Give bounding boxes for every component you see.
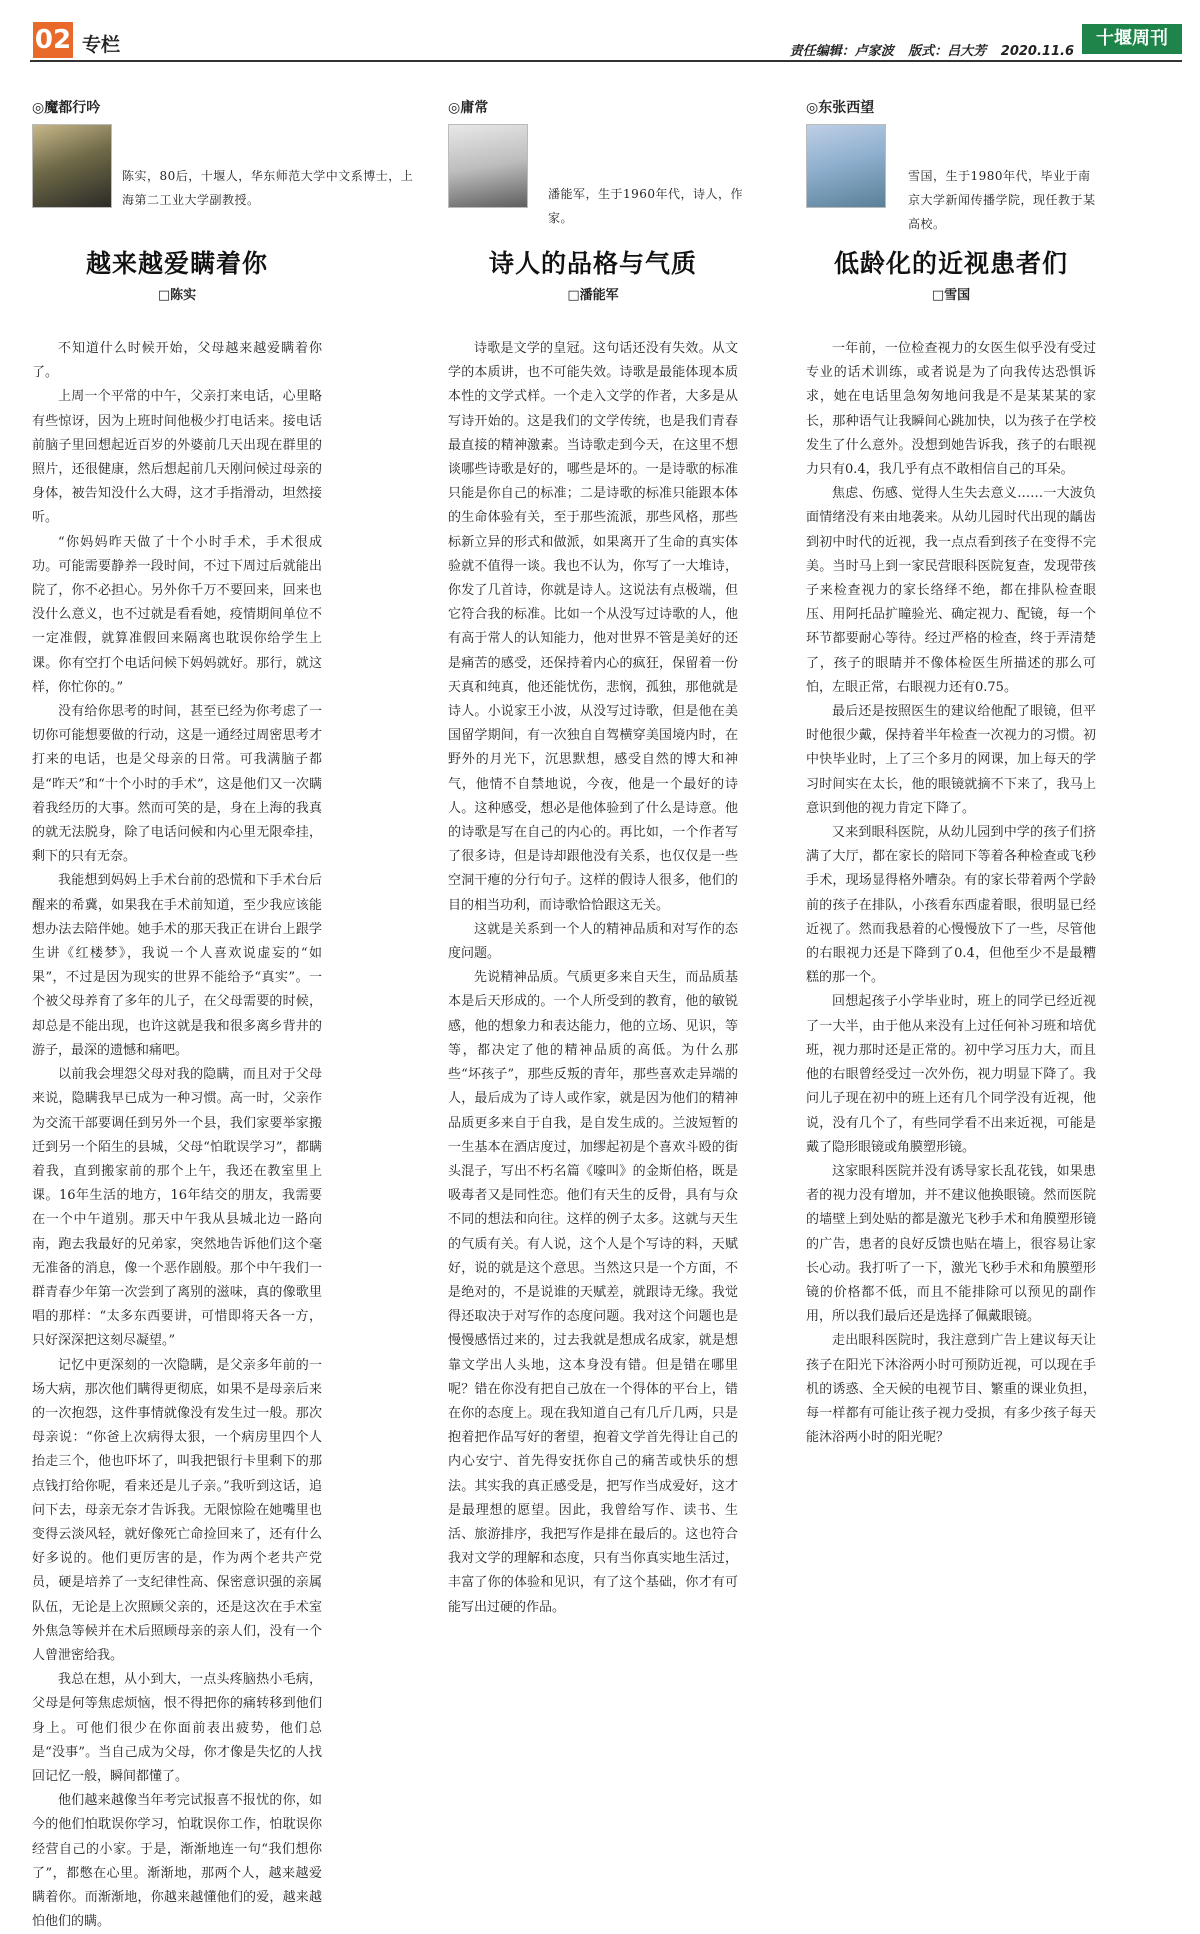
- paragraph: 没有给你思考的时间，甚至已经为你考虑了一切你可能想要做的行动，这是一通经过周密思考才打来的电话，也是父母亲的日常。可我满脑子都是“昨天”和“十个小时的手术”，这是他们又一次瞒着我经历的大事。然而可笑的是，身在上海的我真的就无法脱身，除了电话问候和内心里无限牵挂，剩下的只有无奈。: [32, 704, 322, 865]
- section-label: 专栏: [82, 34, 121, 56]
- paragraph: 我能想到妈妈上手术台前的恐慌和下手术台后醒来的希冀，如果我在手术前知道，至少我应该能想办法去陪伴她。她手术的那天我正在讲台上跟学生讲《红楼梦》，我说一个人喜欢说虚妄的“如果”，不过是因为现实的世界不能给予“真实”。一个被父母养育了多年的儿子，在父母需要的时候，却总是不能出现，也许这就是我和很多离乡背井的游子，最深的遗憾和痛吧。: [32, 873, 322, 1058]
- article-title: 越来越爱瞒着你: [85, 249, 268, 278]
- author-photo: [448, 124, 528, 208]
- paragraph: 又来到眼科医院，从幼儿园到中学的孩子们挤满了大厅，都在家长的陪同下等着各种检查或飞秒手术，现场显得格外嘈杂。有的家长带着两个学龄前的孩子在排队，小孩看东西虚着眼，很明显已经近视了。然而我悬着的心慢慢放下了一些，尽管他的右眼视力还是下降到了0.4，但他至少不是最糟糕的那一个。: [806, 825, 1096, 986]
- header-meta: [780, 40, 1074, 59]
- column-3: [806, 98, 1096, 1450]
- paragraph: 以前我会埋怨父母对我的隐瞒，而且对于父母来说，隐瞒我早已成为一种习惯。高一时，父亲作为交流干部要调任到另外一个县，我们家要举家搬迁到另一个陌生的县城，父母“怕耽误学习”，都瞒着我，直到搬家前的那个上午，我还在教室里上课。16年生活的地方，16年结交的朋友，我需要在一个中午道别。那天中午我从县城北边一路向南，跑去我最好的兄弟家，突然地告诉他们这个毫无准备的消息，像一个恶作剧般。那个中午我们一群青春少年第一次尝到了离别的滋味，真的像歌里唱的那样：“太多东西要讲，可惜即将天各一方，只好深深把这刻尽凝望。”: [32, 1067, 322, 1349]
- paragraph: 记忆中更深刻的一次隐瞒，是父亲多年前的一场大病，那次他们瞒得更彻底，如果不是母亲后来的一次抱怨，这件事情就像没有发生过一般。那次母亲说：“你爸上次病得太狠，一个病房里四个人抬走三个，他也吓坏了，叫我把银行卡里剩下的那点钱打给你呢，看来还是儿子亲。”我听到这话，追问下去，母亲无奈才告诉我。无限惊险在她嘴里也变得云淡风轻，就好像死亡命捡回来了，还有什么好多说的。他们更厉害的是，作为两个老共产党员，硬是培养了一支纪律性高、保密意识强的亲属队伍，无论是上次照顾父亲的，还是这次在手术室外焦急等候并在术后照顾母亲的亲人们，没有一个人曾泄密给我。: [32, 1357, 322, 1663]
- author-photo: [32, 124, 112, 208]
- column-name: ◎东张西望: [806, 100, 875, 116]
- author-photo: [806, 124, 886, 208]
- paragraph: “你妈妈昨天做了十个小时手术，手术很成功。可能需要静养一段时间，不过下周过后就能出院了，你不必担心。另外你千万不要回来，回来也没什么意义，也不过就是看看她，疫情期间单位不一定准假，就算准假回来隔离也耽误你给学生上课。你有空打个电话问候下妈妈就好。那行，就这样，你忙你的。”: [32, 534, 322, 695]
- author-block: [32, 118, 414, 222]
- paragraph: 最后还是按照医生的建议给他配了眼镜，但平时他很少戴，保持着半年检查一次视力的习惯。初中快毕业时，上了三个多月的网课，加上每天的学习时间实在太长，他的眼镜就摘不下来了，我马上意识到他的视力肯定下降了。: [806, 704, 1096, 816]
- column-1: [32, 98, 414, 1934]
- paragraph: 这就是关系到一个人的精神品质和对写作的态度问题。: [448, 921, 738, 962]
- paragraph: 他们越来越像当年考完试报喜不报忧的你，如今的他们怕耽误你学习，怕耽误你工作，怕耽误你经营自己的小家。于是，渐渐地连一句“我们想你了”，都憋在心里。渐渐地，那两个人，越来越爱瞒着你。而渐渐地，你越来越懂他们的爱，越来越怕他们的瞒。: [32, 1793, 322, 1930]
- paragraph: 诗歌是文学的皇冠。这句话还没有失效。从文学的本质讲，也不可能失效。诗歌是最能体现本质本性的文学式样。一个走入文学的作者，大多是从写诗开始的。这是我们的文学传统，也是我们青春最直接的精神激素。当诗歌走到今天，在这里不想谈哪些诗歌是好的，哪些是坏的。一是诗歌的标准只能是你自己的标准；二是诗歌的标准只能跟本体的生命体验有关，至于那些流派，那些风格，那些标新立异的形式和做派，如果离开了生命的真实体验就不值得一谈。我也不认为，你写了一大堆诗，你发了几首诗，你就是诗人。这说法有点极端，但它符合我的标准。比如一个从没写过诗歌的人，他有高于常人的认知能力，他对世界不管是美好的还是痛苦的感受，还保持着内心的疯狂，保留着一份天真和纯真，他还能忧伤，悲悯，孤独，那他就是诗人。小说家王小波，从没写过诗歌，但是他在美国留学期间，有一次独自自驾横穿美国境内时，在野外的月光下，沉思默想，感受自然的博大和神气，他情不自禁地说，今夜，他是一个最好的诗人。这种感受，想必是他体验到了什么是诗意。他的诗歌是写在自己的内心的。再比如，一个作者写了很多诗，但是诗却跟他没有关系，也仅仅是一些空洞干瘪的分行句子。这样的假诗人很多，他们的目的相当功利，而诗歌恰恰跟这无关。: [448, 341, 738, 913]
- author-bio: 陈实，80后，十堰人，华东师范大学中文系博士，上海第二工业大学副教授。: [122, 169, 414, 207]
- article-byline: □雪国: [931, 288, 971, 303]
- editor-credit: 责任编辑：卢家波: [789, 44, 894, 59]
- author-block: [806, 118, 1096, 231]
- paragraph: 这家眼科医院并没有诱导家长乱花钱，如果患者的视力没有增加，并不建议他换眼镜。然而医院的墙壁上到处贴的都是激光飞秒手术和角膜塑形镜的广告，患者的良好反馈也贴在墙上，很容易让家长心动。我打听了一下，激光飞秒手术和角膜塑形镜的价格都不低，而且不能排除可以预见的副作用，所以我们最后还是选择了佩戴眼镜。: [806, 1163, 1096, 1325]
- paragraph: 走出眼科医院时，我注意到广告上建议每天让孩子在阳光下沐浴两小时可预防近视，可以现在手机的诱惑、全天候的电视节目、繁重的课业负担，每一样都有可能让孩子视力受损，有多少孩子每天能沐浴两小时的阳光呢？: [806, 1333, 1096, 1446]
- author-bio: 潘能军，生于1960年代，诗人，作家。: [548, 187, 744, 225]
- article-body: [32, 337, 322, 1934]
- paragraph: 一年前，一位检查视力的女医生似乎没有受过专业的话术训练，或者说是为了向我传达恐惧诉求，她在电话里急匆匆地问我是不是某某某的家长，那种语气让我瞬间心跳加快，以为孩子在学校发生了什么意外。没想到她告诉我，孩子的右眼视力只有0.4，我几乎有点不敢相信自己的耳朵。: [806, 341, 1096, 478]
- paragraph: 焦虑、伤感、觉得人生失去意义……一大波负面情绪没有来由地袭来。从幼儿园时代出现的龋齿到初中时代的近视，我一点点看到孩子在变得不完美。当时马上到一家民营眼科医院复查，发现带孩子来检查视力的家长络绎不绝，都在排队检查眼压、用阿托品扩瞳验光、确定视力、配镜，每一个环节都要耐心等待。经过严格的检查，终于弄清楚了，孩子的眼睛并不像体检医生所描述的那么可怕，左眼正常，右眼视力还有0.75。: [806, 486, 1096, 695]
- article-title: 低龄化的近视患者们: [833, 249, 1068, 278]
- layout-credit: 版式：吕大芳: [908, 44, 987, 59]
- paragraph: 先说精神品质。气质更多来自天生，而品质基本是后天形成的。一个人所受到的教育，他的敏锐感，他的想象力和表达能力，他的立场、见识，等等，都决定了他的精神品质的高低。为什么那些“坏孩子”，那些反叛的青年，那些喜欢走异端的人，最后成为了诗人或作家，就是因为他们的精神品质更多来自于自我，是自发生成的。兰波短暂的一生基本在酒店度过，加缪起初是个喜欢斗殴的街头混子，写出不朽名篇《嚎叫》的金斯伯格，既是吸毒者又是同性恋。他们有天生的反骨，具有与众不同的想法和向往。这样的例子太多。这就与天生的气质有关。有人说，这个人是个写诗的料，天赋好，说的就是这个意思。当然这只是一个方面，不是绝对的，不是说谁的天赋差，就跟诗无缘。我觉得还取决于对写作的态度问题。我对这个问题也是慢慢感悟过来的，过去我就是想成名成家，就是想靠文学出人头地，这本身没有错。但是错在哪里呢？错在你没有把自己放在一个得体的平台上，错在你的态度上。现在我知道自己有几斤几两，只是抱着把作品写好的奢望，抱着文学首先得让自己的内心安宁、首先得安抚你自己的痛苦或快乐的想法。其实我的真正感受是，把写作当成爱好，这才是最理想的愿望。因此，我曾给写作、读书、生活、旅游排序，我把写作是排在最后的。这也符合我对文学的理解和态度，只有当你真实地生活过，丰富了你的体验和见识，有了这个基础，你才有可能写出过硬的作品。: [448, 970, 738, 1615]
- article-byline: □陈实: [157, 288, 197, 303]
- paragraph: 不知道什么时候开始，父母越来越爱瞒着你了。: [32, 341, 322, 381]
- page-header: [0, 0, 1200, 62]
- paragraph: 上周一个平常的中午，父亲打来电话，心里略有些惊讶，因为上班时间他极少打电话来。接电话前脑子里回想起近百岁的外婆前几天出现在群里的照片，还很健康，然后想起前几天刚问候过母亲的身体，被告知没什么大碍，这才手指滑动，坦然接听。: [32, 389, 322, 526]
- author-bio: 雪国，生于1980年代，毕业于南京大学新闻传播学院，现任教于某高校。: [908, 169, 1096, 231]
- header-divider: [30, 60, 1182, 62]
- paragraph: 回想起孩子小学毕业时，班上的同学已经近视了一大半，由于他从来没有上过任何补习班和培优班，视力那时还是正常的。初中学习压力大，而且他的右眼曾经受过一次外伤，视力明显下降了。我问儿子现在初中的班上还有几个同学没有近视，他说，没有几个了，有些同学看不出来近视，可能是戴了隐形眼镜或角膜塑形镜。: [806, 994, 1096, 1155]
- article-byline: □潘能军: [567, 288, 619, 303]
- author-block: [448, 118, 744, 225]
- column-2: [448, 98, 744, 1620]
- column-name: ◎魔都行吟: [32, 100, 101, 116]
- article-body: [806, 337, 1096, 1450]
- column-name: ◎庸常: [448, 100, 489, 116]
- article-body: [448, 337, 738, 1620]
- page-number: 02: [33, 22, 73, 58]
- issue-date: 2020.11.6: [1000, 44, 1074, 59]
- paragraph: 我总在想，从小到大，一点头疼脑热小毛病，父母是何等焦虑烦恼，恨不得把你的痛转移到他们身上。可他们很少在你面前表出疲势，他们总是“没事”。当自己成为父母，你才像是失忆的人找回记忆一般，瞬间都懂了。: [32, 1672, 322, 1784]
- article-title: 诗人的品格与气质: [488, 249, 697, 278]
- masthead-logo: 十堰周刊: [1082, 24, 1182, 54]
